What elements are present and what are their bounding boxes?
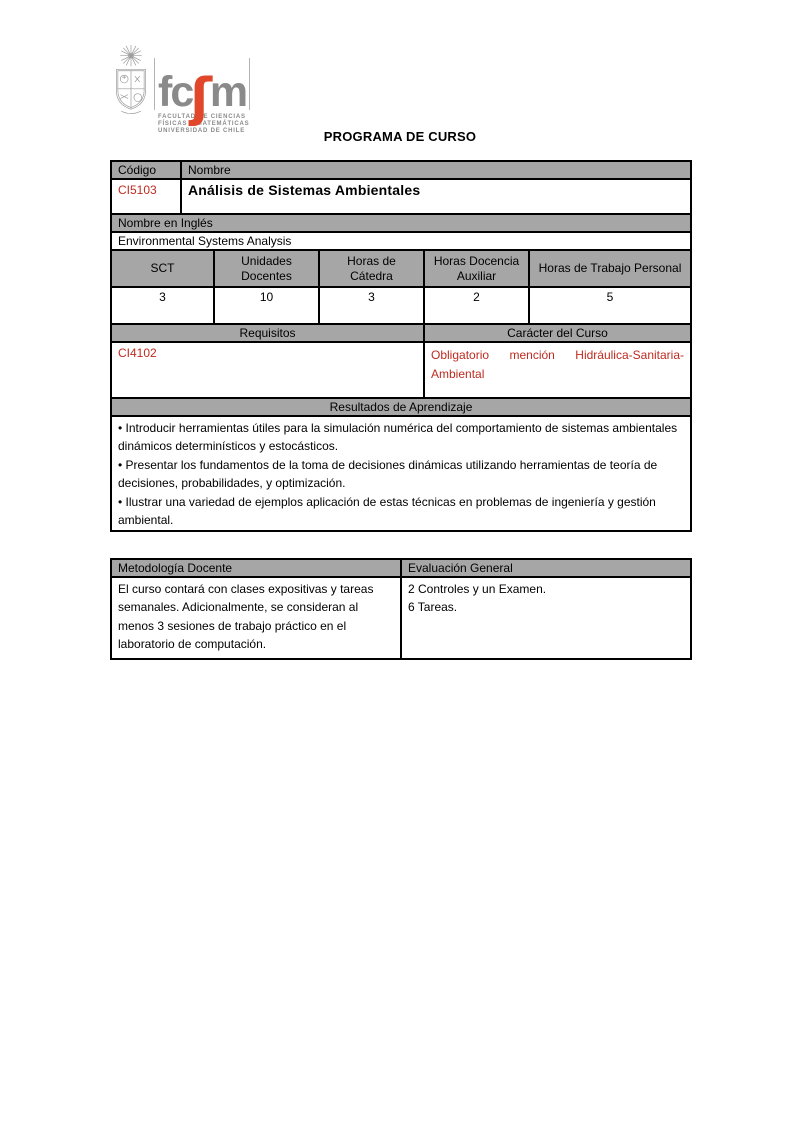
wordmark-red-f: ʃ [190, 68, 212, 128]
wordmark-block [154, 58, 250, 134]
general-evaluation [402, 578, 690, 658]
crest-star [120, 45, 141, 66]
table-row-code-value [112, 180, 690, 215]
faculty-line-3: UNIVERSIDAD DE CHILE [158, 127, 246, 134]
course-info-table [110, 160, 692, 532]
english-name-header-cell: Nombre en Inglés [112, 215, 690, 231]
crest-shield [116, 69, 145, 109]
horas-trabajo-value: 5 [606, 290, 614, 304]
course-name: Análisis de Sistemas Ambientales [188, 182, 421, 198]
table-row-req-value [112, 343, 690, 399]
course-english-name: Environmental Systems Analysis [118, 234, 292, 248]
horas-catedra-value: 3 [320, 288, 425, 323]
codigo-header-cell: Código [112, 162, 182, 178]
sct-header-cell: SCT [112, 251, 215, 286]
course-prerequisites: CI4102 [112, 343, 425, 397]
horas-catedra-header-cell: Horas de Cátedra [320, 251, 425, 286]
nombre-header-cell: Nombre [182, 162, 690, 178]
evaluation-item: 6 Tareas. [408, 600, 458, 615]
table-row-code-header [112, 162, 690, 180]
table-row-results-value [112, 417, 690, 530]
course-code: CI5103 [112, 180, 182, 213]
unidades-docentes-header-cell: Unidades Docentes [215, 251, 320, 286]
faculty-line-2: FÍSICAS Y MATEMÁTICAS [158, 120, 250, 127]
table-row-credit-values [112, 288, 690, 325]
table-row-results-header [112, 399, 690, 417]
learning-outcome-item: • Ilustrar una variedad de ejemplos aplicación de estas técnicas en problemas de ingeniería y gestión ambiental. [118, 494, 656, 528]
horas-trabajo-header-cell: Horas de Trabajo Personal [530, 251, 690, 286]
wordmark-right-rule [249, 58, 250, 110]
requisitos-header-cell: Requisitos [112, 325, 425, 341]
sct-value: 3 [112, 288, 215, 323]
horas-docencia-header-cell: Horas Docencia Auxiliar [425, 251, 530, 286]
learning-outcome-item: • Introducir herramientas útiles para la simulación numérica del comportamiento de sistemas ambientales dinámicos determinísticos y estocásticos. [118, 421, 678, 454]
course-character: Obligatorio mención Hidráulica-Sanitaria-Ambiental [431, 348, 684, 381]
learning-outcome-item: • Presentar los fundamentos de la toma de decisiones dinámicas utilizando herramientas de teoría de decisiones, probabilidades, y optimización. [118, 457, 658, 491]
methodology-table [110, 558, 692, 660]
evaluation-item: 2 Controles y un Examen. [408, 582, 547, 596]
crest-ribbon [121, 111, 140, 113]
table-row-english-header [112, 215, 690, 233]
evaluacion-header-cell: Evaluación General [402, 560, 690, 576]
caracter-header-cell: Carácter del Curso [425, 325, 690, 341]
table-row-method-header [112, 560, 690, 578]
wordmark-fc: fc [158, 68, 193, 116]
page-title: PROGRAMA DE CURSO [323, 129, 477, 144]
fcfm-logo [111, 44, 250, 134]
learning-outcomes [112, 417, 690, 530]
university-crest-icon [111, 44, 151, 118]
table-row-method-value [112, 578, 690, 658]
unidades-docentes-value: 10 [215, 288, 320, 323]
faculty-line-1: FACULTAD DE CIENCIAS [158, 114, 246, 120]
resultados-header-cell: Resultados de Aprendizaje [112, 399, 690, 415]
teaching-methodology: El curso contará con clases expositivas y tareas semanales. Adicionalmente, se consideran al menos 3 sesiones de trabajo práctico en el laboratorio de computación. [112, 578, 402, 658]
table-row-english-value [112, 233, 690, 251]
metodologia-header-cell: Metodología Docente [112, 560, 402, 576]
table-row-credit-headers [112, 251, 690, 288]
horas-docencia-value: 2 [425, 288, 530, 323]
wordmark-m: m [209, 68, 247, 116]
table-row-req-header [112, 325, 690, 343]
